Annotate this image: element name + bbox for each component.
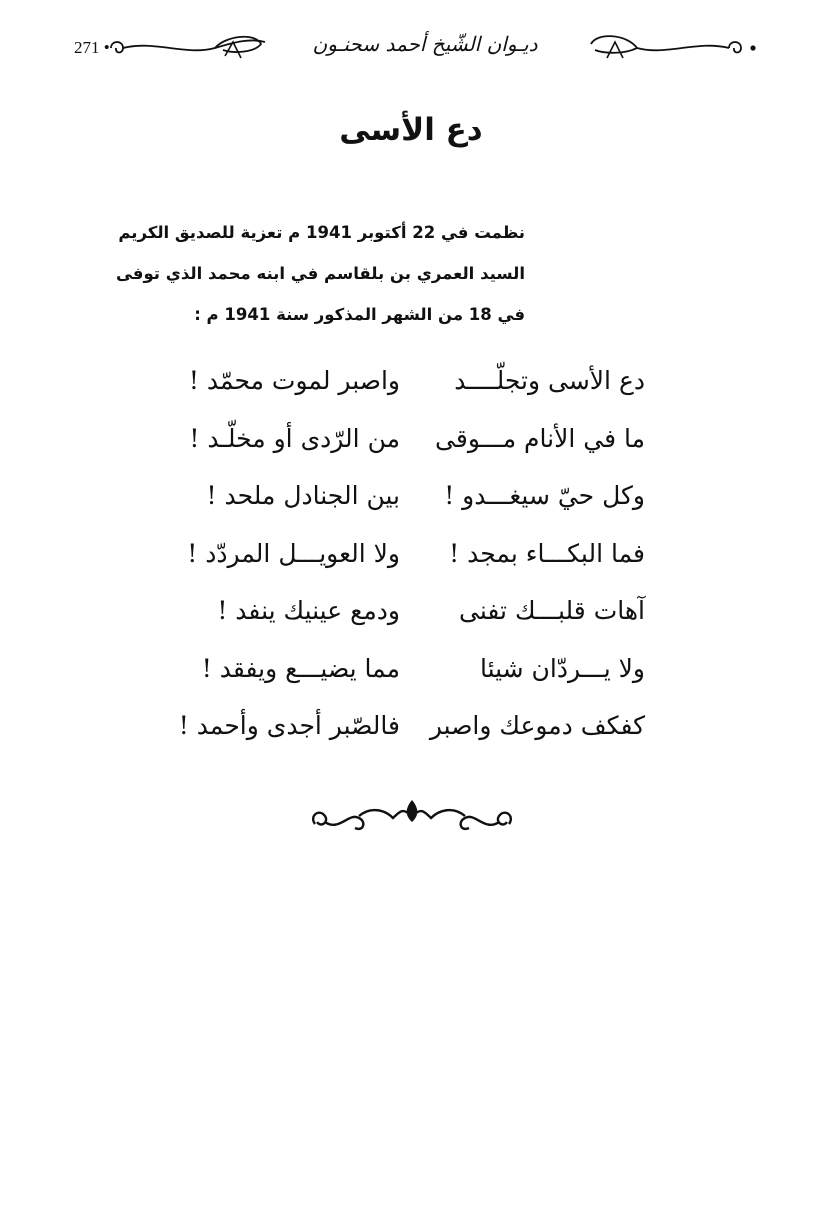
flourish-ornament-icon [577,30,762,66]
poem-introduction [115,212,525,335]
verse [187,529,645,587]
first-hemistich: وكل حيّ سيغـــدو ! [444,481,645,510]
intro-line: السيد العمري بن بلقاسم في ابنه محمد الذي توفى [115,264,525,283]
page-number: 271 • [74,38,110,57]
flourish-ornament-icon [105,30,275,66]
first-hemistich: ولا يـــردّان شيئا [479,653,645,683]
second-hemistich: واصبر لموت محمّد ! [188,366,400,395]
poem-title: دع الأسى [339,112,483,148]
first-hemistich: فما البكـــاء بمجد ! [449,538,645,568]
verse [178,701,645,759]
verse [190,471,645,529]
first-hemistich: ما في الأنام مـــوقى [435,423,645,453]
fleuron-ornament-icon [305,792,520,844]
verse [190,414,645,472]
verse [190,356,645,414]
second-hemistich: ولا العويـــل المردّد ! [187,538,400,568]
first-hemistich: آهات قلبـــك تفنى [459,596,645,625]
second-hemistich: فالصّبر أجدى وأحمد ! [178,711,400,740]
second-hemistich: بين الجنادل ملحد ! [206,481,400,510]
second-hemistich: ودمع عينيك ينفد ! [217,596,400,625]
intro-line: في 18 من الشهر المذكور سنة 1941 م : [194,305,525,324]
running-title: ديـوان الشّيخ أحمد سحنـون [312,32,538,56]
page-header [60,26,760,70]
second-hemistich: مما يضيـــع ويفقد ! [201,653,400,683]
verse [190,644,645,702]
first-hemistich: دع الأسى وتجلّــــد [454,366,645,395]
second-hemistich: من الرّدى أو مخلّـد ! [189,423,400,453]
first-hemistich: كفكف دموعك واصبر [429,711,645,740]
verse [190,586,645,644]
poem-body [178,356,645,759]
intro-line: نظمت في 22 أكتوبر 1941 م تعزية للصديق الكريم [118,223,525,242]
